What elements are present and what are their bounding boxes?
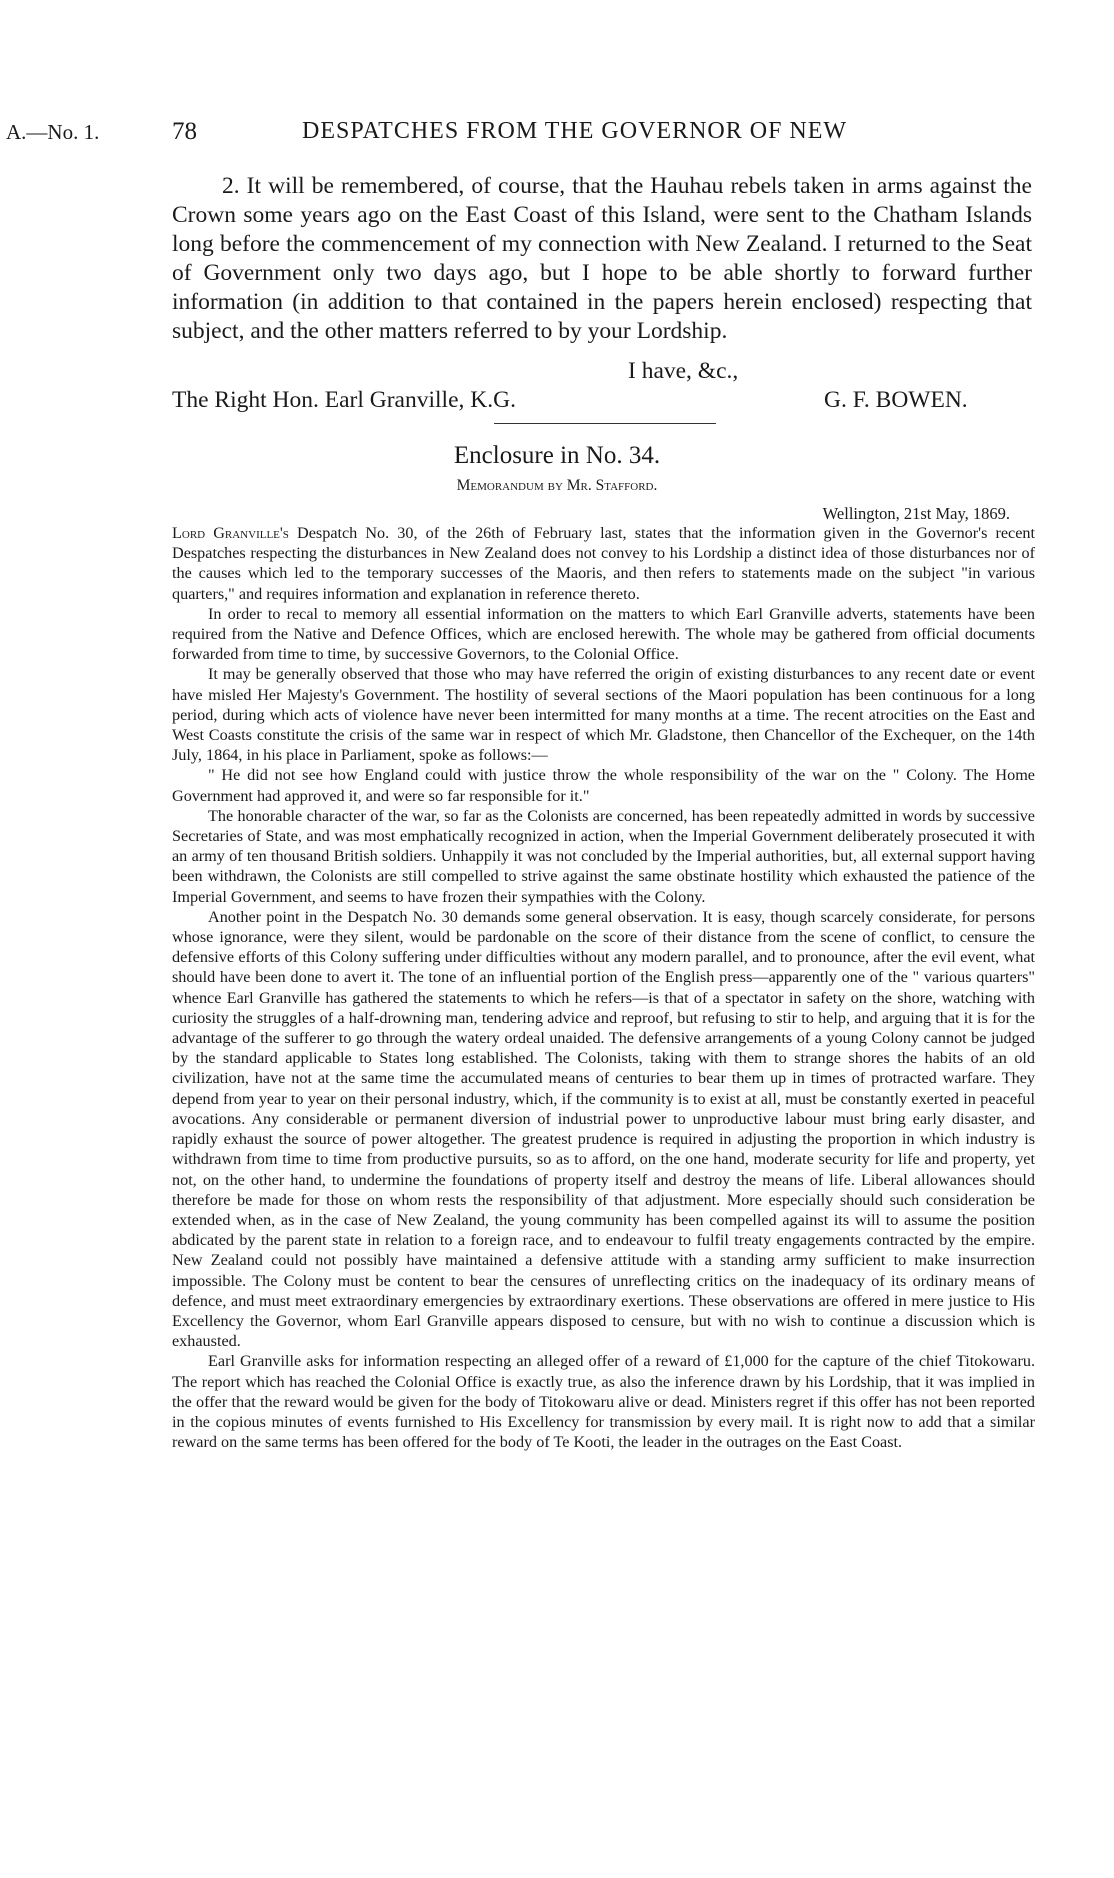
memo-paragraph-6: Another point in the Despatch No. 30 demands some general observation. It is easy, though scarcely considerate, for persons whose ignorance, were they silent, would be pardonable on the score of their distance from the scene of conflict, to censure the defensive efforts of this Colony suffering under difficulties without any modern parallel, and to pronounce, after the evil event, what should have been done to avert it. The tone of an influential portion of the English press—apparently one of the " various quarters" whence Earl Granville has gathered the statements to which he refers—is that of a spectator in safety on the shore, watching with curiosity the struggles of a half-drowning man, tendering advice and reproof, but refusing to stir to help, and arguing that it is for the advantage of the sufferer to go through the watery ordeal unaided. The defensive arrangements of a young Colony cannot be judged by the standard applicable to States long established. The Colonists, taking with them to strange shores the habits of an old civilization, have not at the same time the accumulated means of centuries to bear them up in times of protracted warfare. They depend from year to year on their personal industry, which, if the community is to exist at all, must be constantly exerted in peaceful avocations. Any considerable or permanent diversion of industrial power to unproductive labour must bring early disaster, and rapidly exhaust the source of power altogether. The greatest prudence is required in adjusting the proportion in which industry is withdrawn from time to time from productive pursuits, so as to afford, on the one hand, moderate security for life and property, yet not, on the other hand, to undermine the foundations of property itself and destroy the means of life. Liberal allowances should therefore be made for those on whom rests the responsibility of that adjustment. More especially should such consideration be extended when, as in the case of New Zealand, the young community has been compelled against its will to assume the position abdicated by the parent state in relation to a foreign race, and to endeavour to fulfil treaty engagements contracted by the empire. New Zealand could not possibly have maintained a defensive attitude with a standing army sufficient to make insurrection impossible. The Colony must be content to bear the censures of unreflecting critics on the inadequacy of its ordinary means of defence, and must meet extraordinary emergencies by extraordinary exertions. These observations are offered in mere justice to His Excellency the Governor, whom Earl Granville appears disposed to censure, but with no wish to continue a discussion which is exhausted. xyxy=(172,907,1035,1351)
lead-paragraph-text: 2. It will be remembered, of course, that the Hauhau rebels taken in arms against the Crown some years ago on the East Coast of this Island, were sent to the Chatham Islands long before the commencement of my connection with New Zealand. I returned to the Seat of Government only two days ago, but I hope to be able shortly to forward further information (in addition to that contained in the papers herein enclosed) respecting that subject, and the other matters referred to by your Lordship. xyxy=(172,173,1032,344)
memo-quotation: " He did not see how England could with justice throw the whole responsibility of the war on the " Colony. The Home Government had approved it, and were so far responsible for it." xyxy=(172,766,1035,805)
memorandum-heading: Memorandum by Mr. Stafford. xyxy=(456,477,658,494)
closing-formula: I have, &c., xyxy=(628,358,739,384)
despatch-paragraph xyxy=(172,172,1032,346)
memo-paragraph-1-text: Despatch No. 30, of the 26th of February last, states that the information given in the Governor's recent Despatches respecting the disturbances in New Zealand does not convey to his Lordship a distinct idea of those disturbances nor of the causes which led to the temporary successes of the Maoris, and then refers to statements made on the subject "in various quarters," and requires information and explanation in reference thereto. xyxy=(172,524,1036,603)
addressee: The Right Hon. Earl Granville, K.G. xyxy=(172,387,516,413)
page-number: 78 xyxy=(172,118,197,145)
memorandum-body xyxy=(172,523,1035,1452)
signature: G. F. BOWEN. xyxy=(824,387,968,413)
dateline: Wellington, 21st May, 1869. xyxy=(822,504,1010,523)
memo-lead-words: Lord Granville's xyxy=(172,524,289,542)
section-divider xyxy=(494,423,716,424)
page-header xyxy=(0,118,1114,148)
running-title: DESPATCHES FROM THE GOVERNOR OF NEW xyxy=(302,118,848,144)
signature-row xyxy=(172,387,1032,417)
enclosure-title: Enclosure in No. 34. xyxy=(453,442,661,469)
memo-paragraph-2: In order to recal to memory all essential information on the matters to which Earl Granville adverts, statements have been required from the Native and Defence Offices, which are enclosed herewith. The whole may be gathered from official documents forwarded from time to time, by successive Governors, to the Colonial Office. xyxy=(172,604,1035,664)
document-reference: A.—No. 1. xyxy=(6,120,100,144)
memo-paragraph-7: Earl Granville asks for information respecting an alleged offer of a reward of £1,000 for the capture of the chief Titokowaru. The report which has reached the Colonial Office is exactly true, as also the inference drawn by his Lordship, that it was implied in the offer that the reward would be given for the body of Titokowaru alive or dead. Ministers regret if this offer has not been reported in the copious minutes of events furnished to His Excellency for transmission by every mail. It is right now to add that a similar reward on the same terms has been offered for the body of Te Kooti, the leader in the outrages on the East Coast. xyxy=(172,1352,1035,1452)
memo-paragraph-1 xyxy=(172,523,1035,604)
memo-paragraph-3: It may be generally observed that those who may have referred the origin of existing disturbances to any recent date or event have misled Her Majesty's Government. The hostility of several sections of the Maori population has been continuous for a long period, during which acts of violence have never been intermitted for many months at a time. The recent atrocities on the East and West Coasts constitute the crisis of the same war in respect of which Mr. Gladstone, then Chancellor of the Exchequer, on the 14th July, 1864, in his place in Parliament, spoke as follows:— xyxy=(172,665,1035,765)
memo-paragraph-5: The honorable character of the war, so far as the Colonists are concerned, has been repeatedly admitted in words by successive Secretaries of State, and was most emphatically recognized in action, when the Imperial Government deliberately prosecuted it with an army of ten thousand British soldiers. Unhappily it was not concluded by the Imperial authorities, but, all external support having been withdrawn, the Colonists are still compelled to strive against the same obstinate hostility which exhausted the patience of the Imperial Government, and seems to have frozen their sympathies with the Colony. xyxy=(172,806,1035,906)
closing-row xyxy=(172,358,1032,388)
